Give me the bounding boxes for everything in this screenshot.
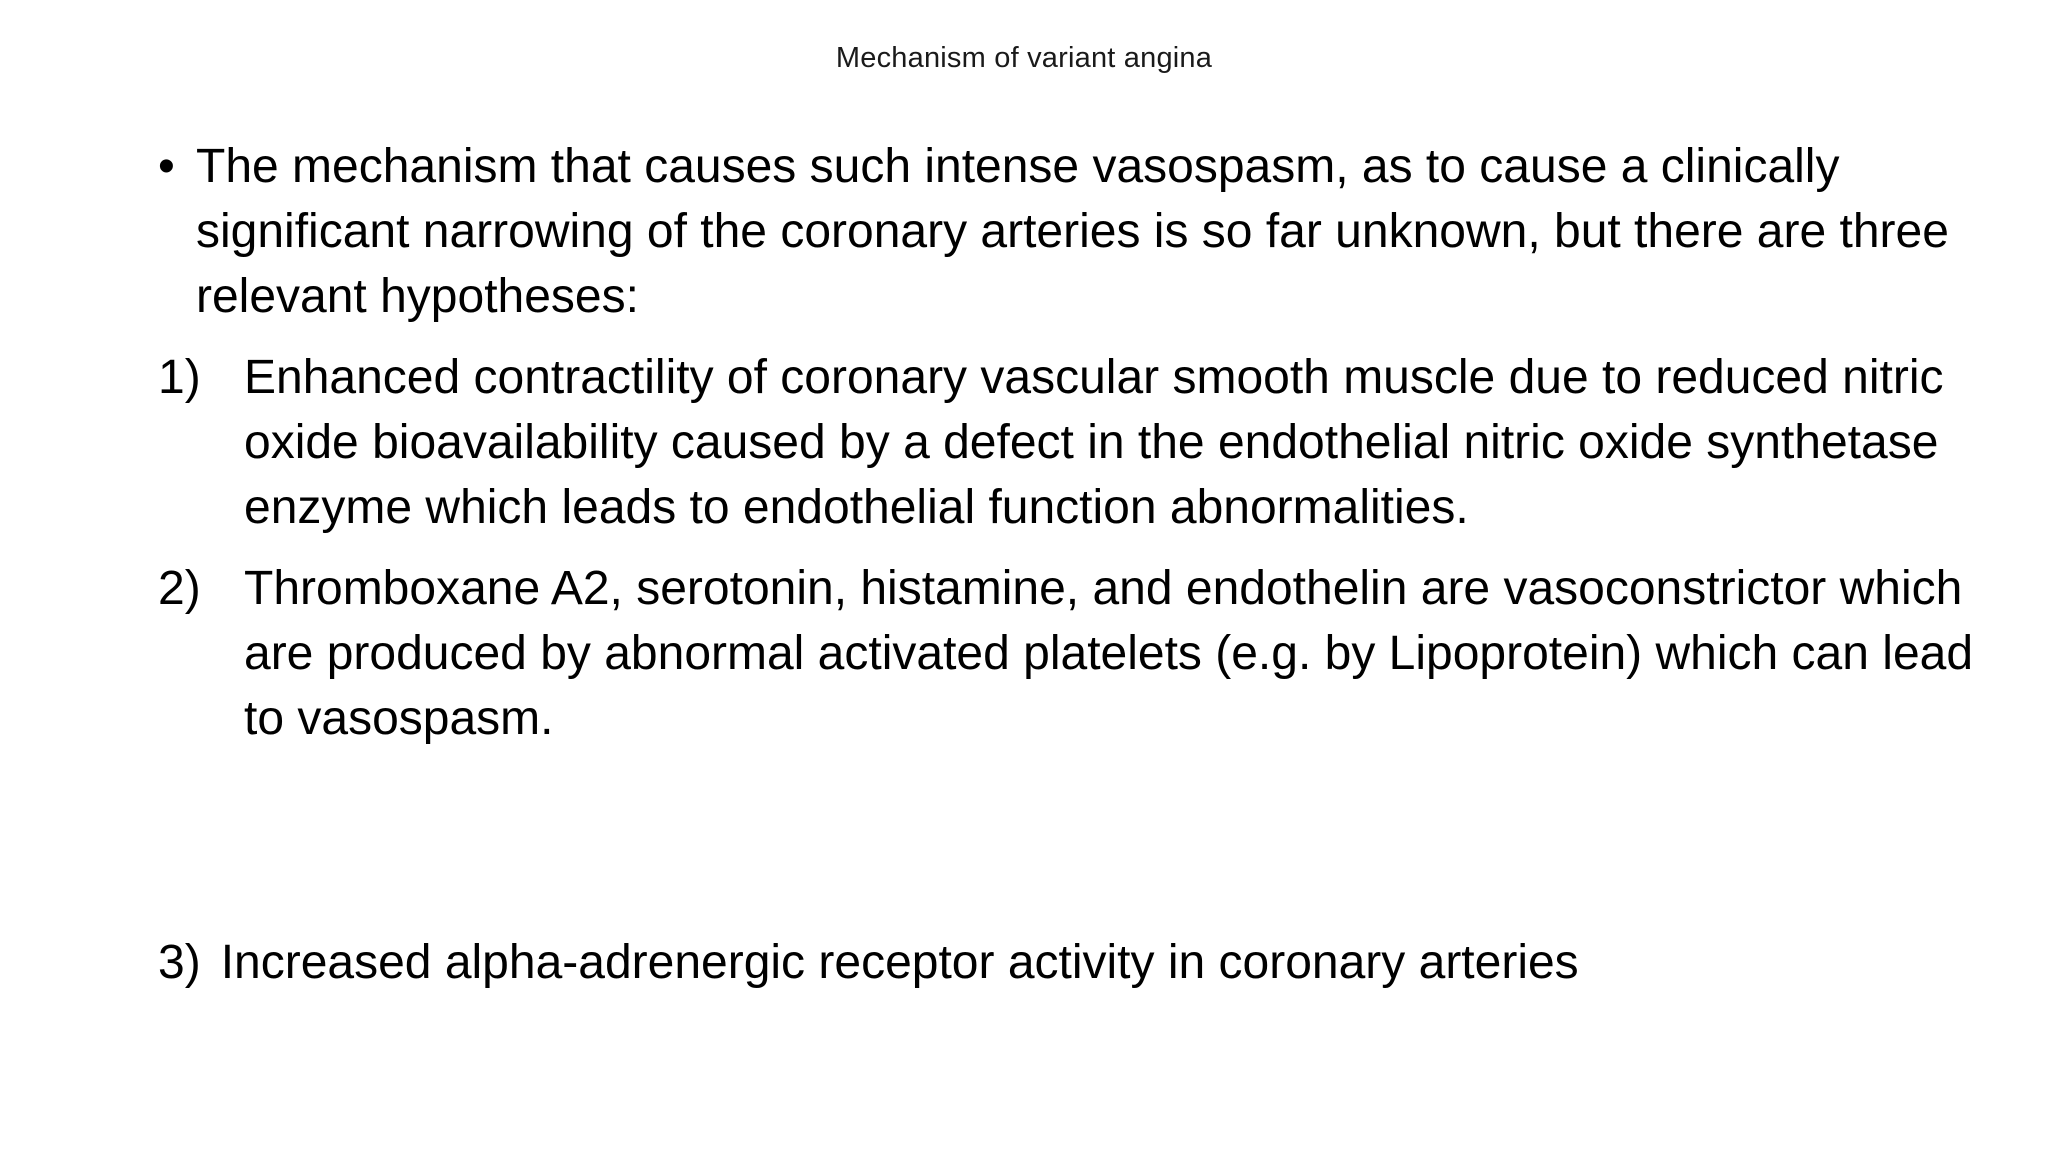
list-item-text: Increased alpha-adrenergic receptor activity in coronary arteries xyxy=(220,936,1579,989)
slide-title: Mechanism of variant angina xyxy=(835,42,1213,74)
bullet-point xyxy=(158,134,2018,329)
bullet-icon: • xyxy=(158,140,175,193)
bullet-text: The mechanism that causes such intense vasospasm, as to cause a clinically significant narrowing of the coronary arteries is so far unknown, but there are three relevant hypotheses: xyxy=(196,140,1949,323)
slide-content xyxy=(158,134,2018,767)
list-item-text: Enhanced contractility of coronary vascular smooth muscle due to reduced nitric oxide bioavailability caused by a defect in the endothelial nitric oxide synthetase enzyme which leads to endothelial function abnormalities. xyxy=(244,351,1944,534)
list-item-text: Thromboxane A2, serotonin, histamine, and endothelin are vasoconstrictor which are produced by abnormal activated platelets (e.g. by Lipoprotein) which can lead to vasospasm. xyxy=(244,562,1974,745)
list-item-number: 1) xyxy=(158,351,201,404)
list-item xyxy=(158,345,2018,540)
list-item xyxy=(158,556,2018,751)
list-item xyxy=(158,930,1579,995)
list-item-number: 2) xyxy=(158,562,201,615)
list-item-number: 3) xyxy=(158,936,201,989)
